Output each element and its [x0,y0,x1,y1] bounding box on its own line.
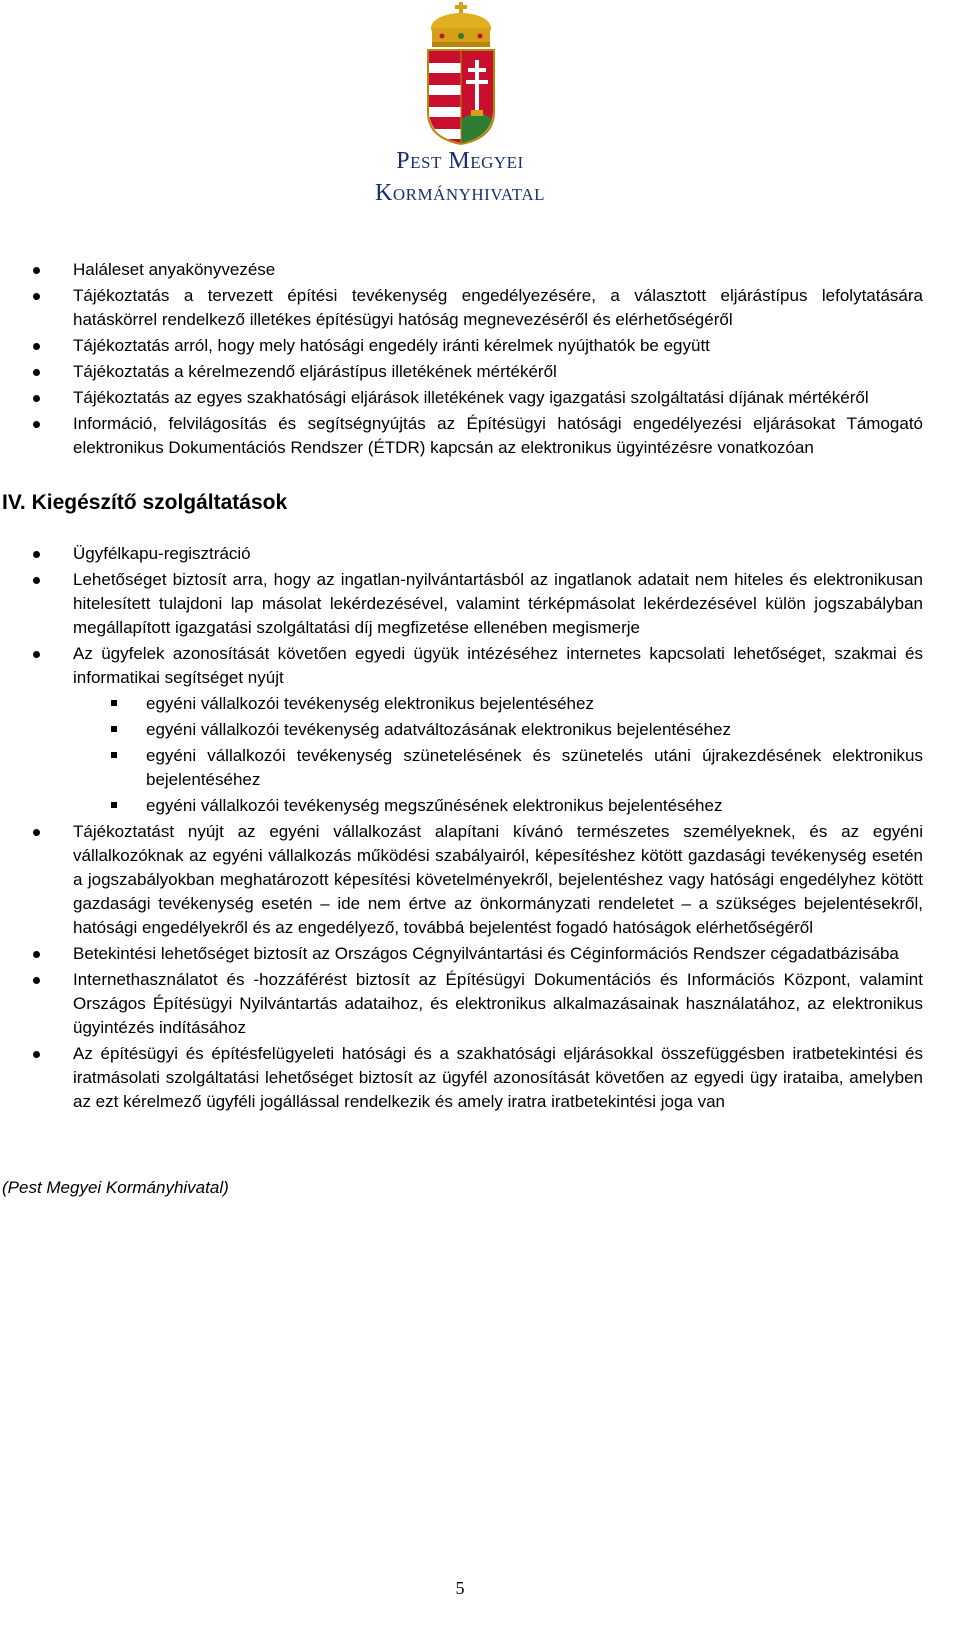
page-number: 5 [455,1578,465,1598]
square-bullet-icon [111,726,117,732]
org-name-line-1: Pest Megyei [396,148,524,174]
document-body [0,258,960,1198]
section-heading: IV. Kiegészítő szolgáltatások [2,491,288,514]
list-item: Információ, felvilágosítás és segítségnyújtás az Építésügyi hatósági engedélyezési eljárásokat Támogató elektronikus Dokumentációs Rendszer (ÉTDR) kapcsán az elektronikus ügyintézésre vonatkozóan [0,412,960,460]
bullet-icon [33,343,40,350]
bullet-icon [33,651,40,658]
sub-list-item: egyéni vállalkozói tevékenység elektronikus bejelentéséhez [0,692,923,716]
bullet-icon [33,577,40,584]
sub-list-item: egyéni vállalkozói tevékenység szünetelésének és szünetelés utáni újrakezdésének elektronikus bejelentéséhez [0,744,923,792]
bullet-icon [33,369,40,376]
list-item: Haláleset anyakönyvezése [0,258,960,282]
sub-list-item: egyéni vállalkozói tevékenység adatváltozásának elektronikus bejelentéséhez [0,718,923,742]
source-note: (Pest Megyei Kormányhivatal) [2,1178,229,1197]
bullet-icon [33,267,40,274]
bullet-icon [33,293,40,300]
list-item: Tájékoztatás az egyes szakhatósági eljárások illetékének vagy igazgatási szolgáltatási díjának mértékéről [0,386,960,410]
list-item: Tájékoztatás a tervezett építési tevékenység engedélyezésére, a választott eljárástípus lefolytatására hatáskörrel rendelkező illetékes építésügyi hatóság megnevezéséről és elérhetőségéről [0,284,960,332]
hungarian-coat-of-arms-icon [420,2,502,147]
sub-list-item: egyéni vállalkozói tevékenység megszűnésének elektronikus bejelentéséhez [0,794,923,818]
bullet-icon [33,1051,40,1058]
bullet-icon [33,421,40,428]
list-item: Betekintési lehetőséget biztosít az Országos Cégnyilvántartási és Céginformációs Rendszer cégadatbázisába [0,942,960,966]
org-name-line-2: Kormányhivatal [375,180,545,206]
list-item: Internethasználatot és -hozzáférést biztosít az Építésügyi Dokumentációs és Információs Központ, valamint Országos Építésügyi Nyilvántartás adataihoz, és elektronikus alkalmazásainak használatához, az elektronikus ügyintézés indításához [0,968,960,1040]
bullet-icon [33,977,40,984]
list-item: Az ügyfelek azonosítását követően egyedi ügyük intézéséhez internetes kapcsolati lehetőséget, szakmai és informatikai segítséget nyújt egyéni vállalkozói tevékenység elektronikus bejelentéséhez egyéni vállalkozói tevékenység adatváltozásának elektronikus bejelentéséhez egyéni vállalkozói tevékenység szünetelésének és szünetelés utáni újrakezdésének elektronikus bejelentéséhez egyéni vállalkozói tevékenység megszűnésének elektronikus bejelentéséhez [0,642,960,818]
list-item: Tájékoztatás a kérelmezendő eljárástípus illetékének mértékéről [0,360,960,384]
list-item: Tájékoztatást nyújt az egyéni vállalkozást alapítani kívánó természetes személyeknek, és az egyéni vállalkozóknak az egyéni vállalkozás működési szabályairól, képesítéshez kötött gazdasági tevékenység esetén a jogszabályokban meghatározott képesítési követelményekről, bejelentéshez vagy hatósági engedélyhez kötött gazdasági tevékenység esetén – ide nem értve az önkormányzati rendeletet – a szükséges bejelentésekről, hatósági engedélyekről és az engedélyező, továbbá bejelentést fogadó hatóságok elérhetőségéről [0,820,960,940]
bullet-icon [33,951,40,958]
bullet-icon [33,395,40,402]
square-bullet-icon [111,752,117,758]
bullet-icon [33,551,40,558]
sub-list [0,692,923,818]
bullet-icon [33,829,40,836]
document-header [0,0,960,230]
service-list-1 [0,258,960,460]
service-list-2 [0,542,960,1114]
square-bullet-icon [111,802,117,808]
list-item: Tájékoztatás arról, hogy mely hatósági engedély iránti kérelmek nyújthatók be együtt [0,334,960,358]
list-item: Ügyfélkapu-regisztráció [0,542,960,566]
list-item: Az építésügyi és építésfelügyeleti hatósági és a szakhatósági eljárásokkal összefüggésben iratbetekintési és iratmásolati szolgáltatási lehetőséget biztosít az ügyfél azonosítását követően az egyedi ügy irataiba, amelyben az ezt kérelmező ügyféli jogállással rendelkezik és amely iratra iratbetekintési joga van [0,1042,960,1114]
square-bullet-icon [111,700,117,706]
list-item: Lehetőséget biztosít arra, hogy az ingatlan-nyilvántartásból az ingatlanok adatait nem hiteles és elektronikusan hitelesített tulajdoni lap másolat lekérdezésével, valamint térképmásolat lekérdezésével külön jogszabályban megállapított igazgatási szolgáltatási díj megfizetése ellenében megismerje [0,568,960,640]
